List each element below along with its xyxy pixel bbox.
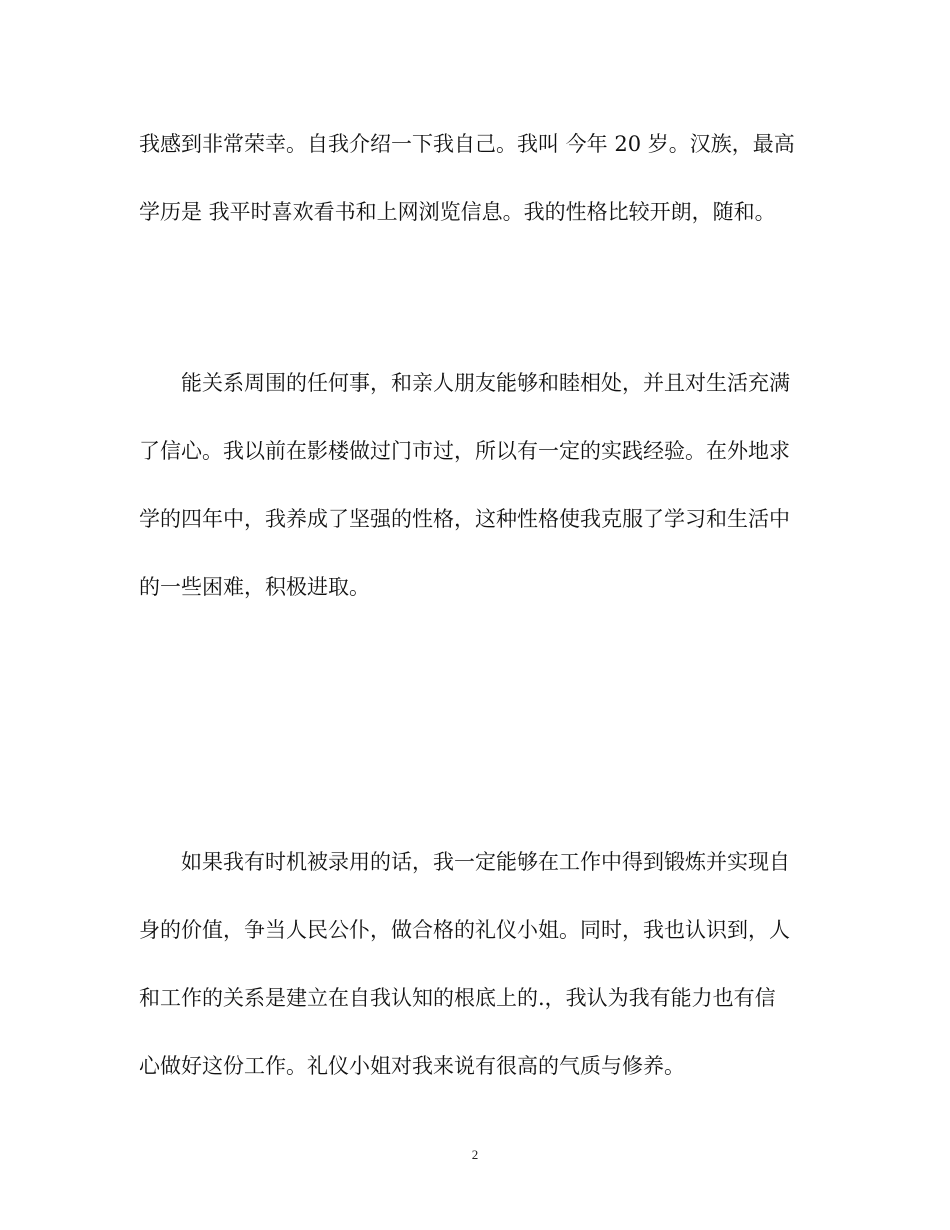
paragraph-line: 学的四年中，我养成了坚强的性格，这种性格使我克服了学习和生活中	[139, 507, 790, 531]
paragraph-1	[139, 110, 819, 246]
page-number: 2	[471, 1147, 479, 1162]
paragraph-line: 和工作的关系是建立在自我认知的根底上的.，我认为我有能力也有信	[139, 986, 776, 1010]
paragraph-line: 学历是 我平时喜欢看书和上网浏览信息。我的性格比较开朗，随和。	[139, 200, 776, 224]
paragraph-2	[139, 349, 819, 621]
paragraph-line: 心做好这份工作。礼仪小姐对我来说有很高的气质与修养。	[139, 1054, 685, 1078]
paragraph-line: 能关系周围的任何事，和亲人朋友能够和睦相处，并且对生活充满	[181, 371, 790, 395]
paragraph-line: 我感到非常荣幸。自我介绍一下我自己。我叫 今年 20 岁。汉族，最高	[139, 132, 795, 156]
paragraph-line: 身的价值，争当人民公仆，做合格的礼仪小姐。同时，我也认识到，人	[139, 918, 790, 942]
paragraph-3	[139, 828, 819, 1100]
paragraph-line: 的一些困难，积极进取。	[139, 575, 370, 599]
paragraph-line: 了信心。我以前在影楼做过门市过，所以有一定的实践经验。在外地求	[139, 439, 790, 463]
paragraph-line: 如果我有时机被录用的话，我一定能够在工作中得到锻炼并实现自	[181, 850, 790, 874]
